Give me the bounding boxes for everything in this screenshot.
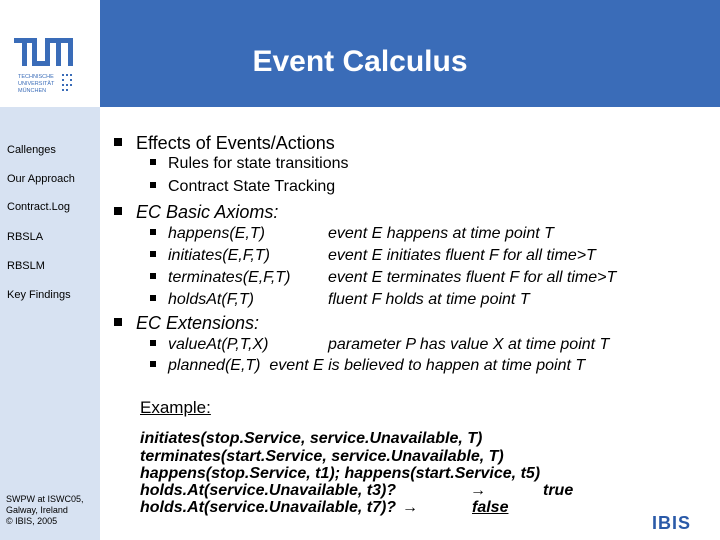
- extension-term: valueAt(P,T,X): [168, 336, 269, 353]
- section-effects: [114, 133, 335, 154]
- axiom-term: initiates(E,F,T): [168, 247, 270, 264]
- footer-line-2: Galway, Ireland: [6, 505, 68, 515]
- bullet-icon: [150, 340, 156, 346]
- result-true: true: [543, 482, 574, 499]
- example-label: Example:: [140, 398, 211, 417]
- main-content: [100, 107, 720, 540]
- bullet-icon: [150, 229, 156, 235]
- bullet-icon: [150, 182, 156, 188]
- axiom-desc: fluent F holds at time point T: [328, 291, 530, 308]
- logo-subtext-3: MÜNCHEN: [18, 88, 47, 94]
- sidebar: [0, 107, 100, 540]
- bullet-icon: [150, 273, 156, 279]
- example-line: happens(stop.Service, t1); happens(start.Service, t5): [140, 465, 541, 482]
- sidebar-item-challenges[interactable]: Callenges: [7, 144, 56, 156]
- bullet-icon: [114, 138, 122, 146]
- axiom-desc: event E happens at time point T: [328, 225, 554, 242]
- sidebar-item-rbsla[interactable]: RBSLA: [7, 231, 44, 243]
- bullet-icon: [114, 207, 122, 215]
- tum-logo-icon: [0, 0, 100, 107]
- sidebar-item-contract-log[interactable]: Contract.Log: [7, 201, 70, 213]
- list-item-text: Rules for state transitions: [168, 155, 349, 172]
- logo-subtext-2: UNIVERSITÄT: [18, 81, 55, 87]
- example-line: terminates(start.Service, service.Unavailable, T): [140, 448, 504, 465]
- axiom-desc: event E terminates fluent F for all time>T: [328, 269, 617, 286]
- list-item: [150, 357, 585, 375]
- list-item: [150, 269, 290, 287]
- extension-desc: event E is believed to happen at time point T: [269, 357, 586, 374]
- list-item: [150, 291, 254, 309]
- list-item: [150, 336, 269, 354]
- bullet-icon: [114, 318, 122, 326]
- section-extensions-title: EC Extensions:: [136, 313, 260, 333]
- section-basic-axioms-title: EC Basic Axioms:: [136, 202, 279, 222]
- extension-desc: parameter P has value X at time point T: [328, 336, 610, 353]
- bullet-icon: [150, 295, 156, 301]
- header-bar: [0, 0, 720, 107]
- axiom-term: holdsAt(F,T): [168, 291, 254, 308]
- axiom-desc: event E initiates fluent F for all time>T: [328, 247, 596, 264]
- bullet-icon: [150, 361, 156, 367]
- sidebar-item-rbslm[interactable]: RBSLM: [7, 260, 45, 272]
- list-item: [150, 155, 349, 173]
- extension-term: planned(E,T): [168, 357, 261, 374]
- bullet-icon: [150, 159, 156, 165]
- section-effects-title: Effects of Events/Actions: [136, 133, 335, 153]
- logo-subtext-1: TECHNISCHE: [18, 74, 54, 80]
- bullet-icon: [150, 251, 156, 257]
- example-line: holds.At(service.Unavailable, t3)?: [140, 482, 397, 499]
- sidebar-item-our-approach[interactable]: Our Approach: [7, 173, 75, 185]
- sidebar-item-key-findings[interactable]: Key Findings: [7, 289, 71, 301]
- list-item: [150, 247, 270, 265]
- result-false: false: [472, 499, 509, 516]
- page-title: Event Calculus: [252, 45, 468, 78]
- axiom-term: terminates(E,F,T): [168, 269, 291, 286]
- footer-line-1: SWPW at ISWC05,: [6, 494, 84, 504]
- section-extensions: [114, 313, 259, 334]
- list-item: [150, 225, 265, 243]
- section-basic-axioms: [114, 202, 278, 223]
- example-line: initiates(stop.Service, service.Unavailable, T): [140, 430, 483, 447]
- list-item: [150, 178, 335, 196]
- footer-note: [6, 494, 84, 527]
- ibis-logo: IBIS: [652, 513, 692, 533]
- tum-logo: [0, 0, 100, 107]
- list-item-text: Contract State Tracking: [168, 178, 336, 195]
- arrow-right-icon: →: [402, 499, 418, 516]
- footer-line-3: © IBIS, 2005: [6, 516, 58, 526]
- example-line: holds.At(service.Unavailable, t7)?: [140, 499, 397, 516]
- arrow-right-icon: →: [470, 482, 486, 499]
- axiom-term: happens(E,T): [168, 225, 265, 242]
